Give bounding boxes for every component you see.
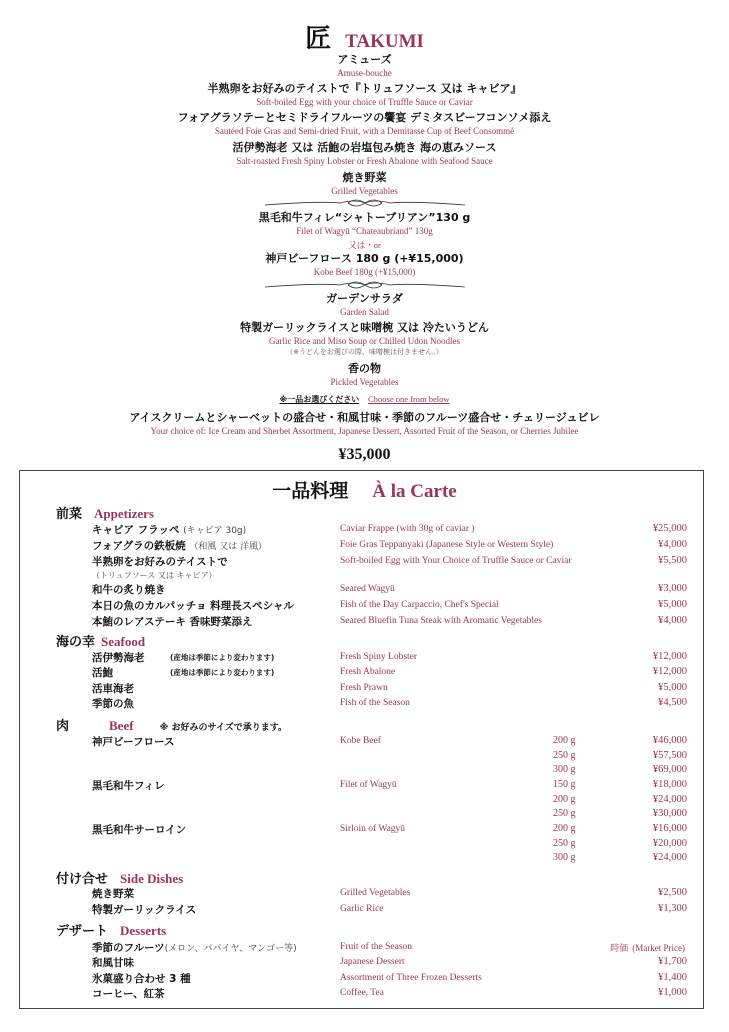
item-price: ¥69,000 (652, 764, 687, 775)
menu-row (0, 955, 729, 971)
item-jp: 活伊勢海老 (92, 652, 145, 664)
course-dessert (0, 411, 729, 437)
course-item-amuse (0, 53, 729, 79)
course-price: ¥35,000 (338, 446, 391, 463)
menu-row (0, 538, 729, 554)
course-item-salad (0, 292, 729, 318)
item-sub: (産地は季節により変わります) (170, 668, 275, 677)
item-jp: 黒毛和牛フィレ (92, 780, 165, 792)
item-en: Soft-boiled Egg with Your Choice of Truffle Sauce or Caviar (340, 556, 572, 566)
item-en: Fresh Abalone (340, 667, 396, 677)
item-jp: フォアグラの鉄板焼 (92, 540, 186, 552)
item-price: ¥5,000 (658, 599, 687, 610)
section-en: Desserts (120, 923, 167, 938)
course-item-jp: アミューズ (337, 53, 392, 66)
section-sides (56, 868, 183, 887)
course-item-en: Pickled Vegetables (330, 377, 399, 387)
section-desserts (56, 920, 166, 939)
item-sub: (メロン、パパイヤ、マンゴー等) (164, 944, 297, 954)
item-weight: 250 g (553, 750, 576, 761)
item-price: ¥16,000 (652, 823, 687, 834)
section-jp: 肉 (56, 719, 70, 734)
course-item-en: Sautéed Foie Gras and Semi-dried Fruit, with a Demitasse Cup of Beef Consommé (214, 126, 515, 136)
menu-row (0, 778, 729, 794)
course-item-egg (0, 82, 729, 108)
menu-row (0, 598, 729, 614)
item-jp: 特製ガーリックライス (92, 904, 197, 916)
item-price-en: (Market Price) (632, 943, 685, 953)
item-en: Grilled Vegetables (340, 888, 411, 898)
course-item-foiegras (0, 111, 729, 137)
menu-row (0, 681, 729, 697)
item-price: ¥2,500 (658, 887, 687, 898)
course-item-rice (0, 321, 729, 357)
course-item-en: Soft-boiled Egg with your choice of Truffle Sauce or Caviar (256, 97, 473, 107)
item-price: ¥57,500 (652, 750, 687, 761)
item-sub: (産地は季節により変わります) (170, 653, 275, 662)
course-item-jp: 焼き野菜 (342, 171, 387, 184)
item-price: ¥5,000 (658, 682, 687, 693)
item-price: ¥18,000 (652, 779, 687, 790)
item-price: ¥46,000 (652, 735, 687, 746)
item-jp: 氷菓盛り合わせ 3 種 (92, 973, 191, 985)
course-item-en: Kobe Beef 180g (+¥15,000) (313, 267, 416, 277)
item-price: ¥1,000 (658, 987, 687, 998)
menu-row (0, 763, 729, 779)
course-main-option2 (0, 252, 729, 278)
item-jp: 季節の魚 (92, 698, 134, 710)
item-en: Fresh Prawn (340, 683, 388, 693)
item-weight: 200 g (553, 794, 576, 805)
section-en: Seafood (101, 634, 146, 649)
course-item-jp: 神戸ビーフロース 180 g (+¥15,000) (265, 252, 464, 265)
item-weight: 250 g (553, 838, 576, 849)
item-price: ¥12,000 (652, 651, 687, 662)
item-weight: 300 g (553, 764, 576, 775)
item-en: Sirloin of Wagyū (340, 824, 406, 834)
course-item-jp: アイスクリームとシャーベットの盛合せ・和風甘味・季節のフルーツ盛合せ・チェリージュビレ (129, 411, 600, 424)
menu-row (0, 554, 729, 582)
item-price: ¥1,700 (658, 956, 687, 967)
course-item-pickles (0, 362, 729, 388)
item-price: ¥30,000 (652, 808, 687, 819)
menu-row (0, 851, 729, 867)
item-weight: 300 g (553, 852, 576, 863)
item-en: Seared Wagyū (340, 584, 395, 594)
menu-row (0, 986, 729, 1002)
section-jp: 付け合せ (56, 872, 109, 887)
course-item-lobster (0, 141, 729, 167)
section-en: Beef (109, 718, 134, 733)
menu-row (0, 807, 729, 823)
course-item-en: Amuse-bouche (337, 68, 392, 78)
item-en: Seared Bluefin Tuna Steak with Aromatic Vegetables (340, 616, 542, 626)
course-item-en: Salt-roasted Fresh Spiny Lobster or Fresh Abalone with Seafood Sauce (236, 156, 493, 166)
ornament-divider-icon (260, 279, 470, 291)
item-jp: 神戸ビーフロース (92, 736, 175, 748)
section-seafood (56, 631, 145, 650)
section-jp: デザート (56, 924, 109, 939)
item-en: Fish of the Day Carpaccio, Chef's Special (340, 600, 499, 610)
title-kanji: 匠 (305, 24, 332, 54)
item-en: Caviar Frappe (with 30g of caviar ) (340, 524, 475, 534)
course-item-vegetables (0, 171, 729, 197)
menu-row (0, 582, 729, 598)
item-weight: 200 g (553, 735, 576, 746)
alacarte-title-jp: 一品料理 (272, 480, 349, 502)
item-price: ¥20,000 (652, 838, 687, 849)
item-price: ¥24,000 (652, 794, 687, 805)
menu-row (0, 734, 729, 750)
item-en: Foie Gras Teppanyaki (Japanese Style or Western Style) (340, 540, 554, 550)
section-jp: 前菜 (56, 507, 83, 522)
or-separator: 又は・or (348, 240, 381, 250)
course-item-jp: 活伊勢海老 又は 活鮑の岩塩包み焼き 海の恵みソース (232, 141, 497, 154)
item-jp: 半熟卵をお好みのテイストで (92, 556, 228, 568)
item-en: Japanese Dessert (340, 957, 405, 967)
choose-note-jp: ※一品お選びください (279, 395, 360, 404)
alacarte-title-en: À la Carte (372, 481, 457, 502)
item-en: Fish of the Season (340, 698, 410, 708)
course-item-jp: 黒毛和牛フィレ“シャトーブリアン”130 g (258, 211, 471, 224)
course-item-jp: 特製ガーリックライスと味噌椀 又は 冷たいうどん (240, 321, 489, 334)
section-jp: 海の幸 (56, 635, 96, 650)
title-english: TAKUMI (345, 31, 424, 52)
menu-row (0, 902, 729, 918)
course-item-en: Grilled Vegetables (331, 186, 398, 196)
course-item-jp: ガーデンサラダ (326, 292, 403, 305)
item-weight: 150 g (553, 779, 576, 790)
item-price: ¥4,500 (658, 697, 687, 708)
item-en: Filet of Wagyū (340, 780, 397, 790)
course-main-option1 (0, 211, 729, 237)
item-jp: 黒毛和牛サーロイン (92, 824, 187, 836)
item-sub: （和風 又は 洋風） (189, 542, 268, 552)
alacarte-title (0, 476, 729, 503)
course-item-en: Filet of Wagyū “Chateaubriand” 130g (296, 226, 433, 236)
item-price: ¥24,000 (652, 852, 687, 863)
item-sub: (キャビア 30g) (183, 526, 247, 536)
item-jp: 和風甘味 (92, 957, 134, 969)
choose-one-note (0, 394, 729, 405)
item-en: Kobe Beef (340, 736, 381, 746)
item-en: Garlic Rice (340, 904, 384, 914)
menu-row (0, 822, 729, 838)
course-item-note: （※うどんをお選びの際、味噌椀は付きません。） (286, 348, 443, 356)
course-item-en: Garden Salad (340, 307, 389, 317)
item-price: ¥4,000 (658, 539, 687, 550)
item-price: ¥25,000 (652, 523, 687, 534)
item-jp: 本日の魚のカルパッチョ 料理長スペシャル (92, 600, 294, 612)
menu-row (0, 650, 729, 666)
section-beef (56, 715, 287, 734)
choose-note-en: Choose one from below (368, 394, 450, 404)
menu-row (0, 614, 729, 630)
menu-title (0, 18, 729, 55)
item-jp: 本鮪のレアステーキ 香味野菜添え (92, 616, 253, 628)
menu-row (0, 665, 729, 681)
course-item-jp: フォアグラソテーとセミドライフルーツの饗宴 デミタスビーフコンソメ添え (177, 111, 552, 124)
item-en: Fruit of the Season (340, 942, 413, 952)
course-item-jp: 半熟卵をお好みのテイストで『トリュフソース 又は キャビア』 (207, 82, 522, 95)
section-en: Appetizers (94, 506, 154, 521)
item-price: ¥1,400 (658, 972, 687, 983)
item-weight: 200 g (553, 823, 576, 834)
menu-row (0, 971, 729, 987)
course-item-en: Garlic Rice and Miso Soup or Chilled Udon Noodles (269, 336, 460, 346)
item-price: ¥3,000 (658, 583, 687, 594)
item-en: Coffee, Tea (340, 988, 384, 998)
menu-row (0, 886, 729, 902)
item-price: ¥12,000 (652, 666, 687, 677)
menu-row (0, 940, 729, 956)
section-en: Side Dishes (120, 871, 184, 886)
item-jp: コーヒー、紅茶 (92, 988, 165, 1000)
item-price: ¥1,300 (658, 903, 687, 914)
section-note: ※ お好みのサイズで承ります。 (159, 723, 288, 733)
item-price: ¥5,500 (658, 555, 687, 566)
item-jp: キャビア フラッペ (92, 524, 180, 536)
item-jp: 活車海老 (92, 683, 134, 695)
item-jp: 季節のフルーツ (92, 942, 165, 954)
item-en: Fresh Spiny Lobster (340, 652, 418, 662)
item-jp: 焼き野菜 (92, 888, 134, 900)
item-sub: （トリュフソース 又は キャビア） (92, 571, 217, 580)
item-jp: 和牛の炙り焼き (92, 584, 166, 596)
menu-row (0, 522, 729, 538)
item-price-jp: 時価 (610, 944, 629, 954)
ornament-divider-icon (260, 197, 470, 209)
course-item-en: Your choice of: Ice Cream and Sherbet Assortment, Japanese Dessert, Assorted Fruit of the Season, or Cherries Jubilee (150, 426, 579, 436)
item-weight: 250 g (553, 808, 576, 819)
item-jp: 活鮑 (92, 667, 113, 679)
section-appetizers (56, 503, 154, 522)
course-item-jp: 香の物 (348, 362, 381, 375)
menu-row (0, 696, 729, 712)
item-price: ¥4,000 (658, 615, 687, 626)
item-en: Assortment of Three Frozen Desserts (340, 973, 482, 983)
